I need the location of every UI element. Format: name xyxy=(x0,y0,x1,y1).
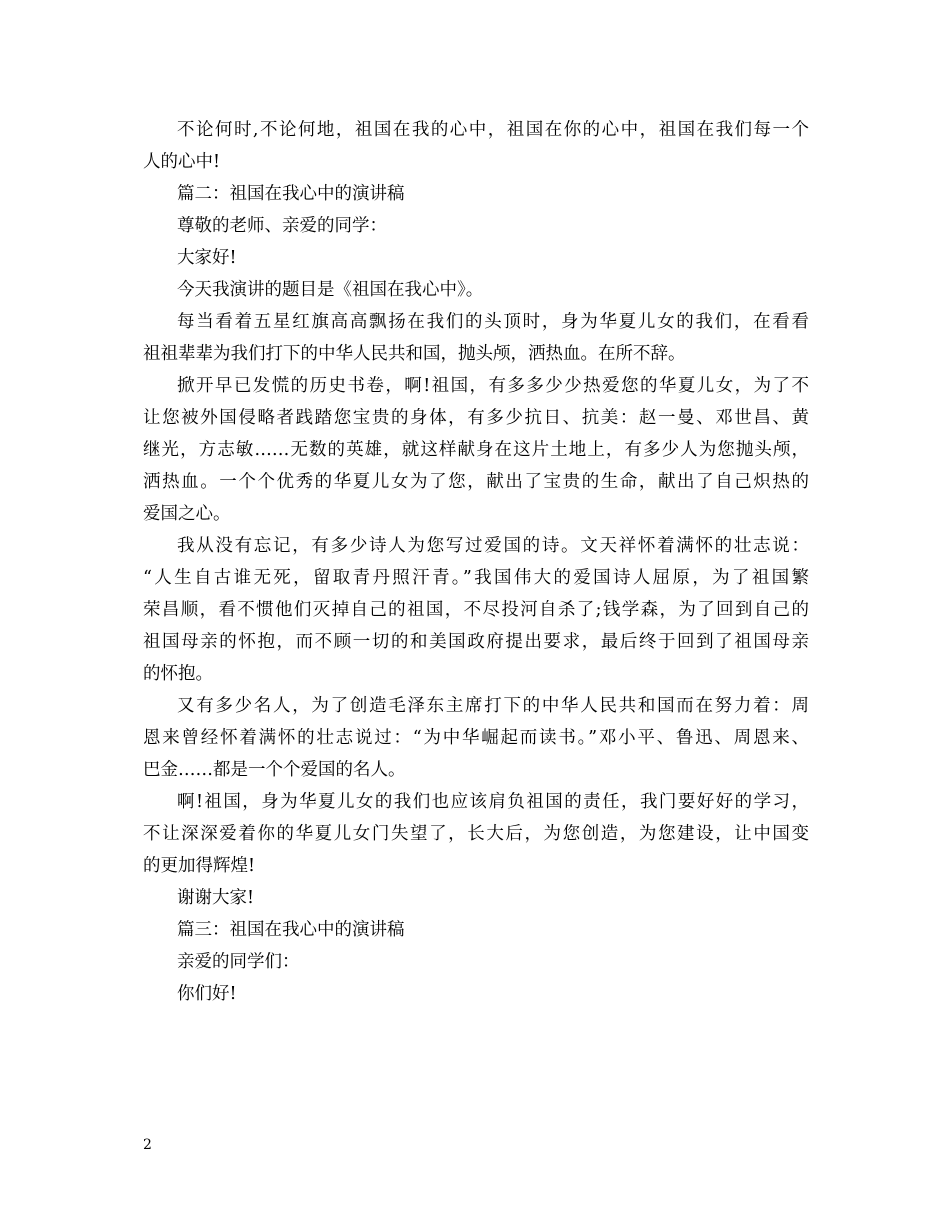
text-line: 恩来曾经怀着满怀的壮志说过：“为中华崛起而读书。”邓小平、鲁迅、周恩来、 xyxy=(143,728,809,748)
text-line: 啊!祖国，身为华夏儿女的我们也应该肩负祖国的责任，我门要好好的学习， xyxy=(177,792,809,812)
text-line: 不让深深爱着你的华夏儿女门失望了，长大后，为您创造，为您建设，让中国变 xyxy=(143,824,809,844)
text-line: 不论何时,不论何地，祖国在我的心中，祖国在你的心中，祖国在我们每一个 xyxy=(177,120,809,140)
text-line: 我从没有忘记，有多少诗人为您写过爱国的诗。文天祥怀着满怀的壮志说： xyxy=(177,536,809,556)
text-line: 每当看着五星红旗高高飘扬在我们的头顶时，身为华夏儿女的我们，在看看 xyxy=(177,312,809,332)
text-line: 篇三：祖国在我心中的演讲稿 xyxy=(177,920,405,940)
text-line: 尊敬的老师、亲爱的同学： xyxy=(177,216,387,236)
text-line: 大家好! xyxy=(177,248,237,268)
text-line: 人的心中! xyxy=(143,152,221,172)
text-line: 让您被外国侵略者践踏您宝贵的身体，有多少抗日、抗美：赵一曼、邓世昌、黄 xyxy=(143,408,809,428)
text-line: 的怀抱。 xyxy=(143,664,213,684)
text-line: 巴金……都是一个个爱国的名人。 xyxy=(143,760,406,780)
text-line: 的更加得辉煌! xyxy=(143,856,256,876)
text-line: 今天我演讲的题目是《祖国在我心中》。 xyxy=(177,280,484,300)
text-line: 祖国母亲的怀抱，而不顾一切的和美国政府提出要求，最后终于回到了祖国母亲 xyxy=(143,632,809,652)
page-number: 2 xyxy=(143,1137,152,1153)
document-body xyxy=(143,114,809,1010)
text-line: 亲爱的同学们： xyxy=(177,952,300,972)
text-line: 洒热血。一个个优秀的华夏儿女为了您，献出了宝贵的生命，献出了自己炽热的 xyxy=(143,472,809,492)
text-line: 荣昌顺，看不惯他们灭掉自己的祖国，不尽投河自杀了;钱学森，为了回到自己的 xyxy=(143,600,809,620)
text-line: 篇二：祖国在我心中的演讲稿 xyxy=(177,184,405,204)
text-line: 掀开早已发慌的历史书卷，啊!祖国，有多多少少热爱您的华夏儿女，为了不 xyxy=(177,376,809,396)
text-line: 谢谢大家! xyxy=(177,888,255,908)
text-line: 爱国之心。 xyxy=(143,504,231,524)
text-line: 继光，方志敏……无数的英雄，就这样献身在这片土地上，有多少人为您抛头颅， xyxy=(143,440,809,460)
text-line: 你们好! xyxy=(177,984,237,1004)
text-line: “人生自古谁无死，留取青丹照汗青。”我国伟大的爱国诗人屈原，为了祖国繁 xyxy=(143,568,809,588)
text-line: 又有多少名人，为了创造毛泽东主席打下的中华人民共和国而在努力着：周 xyxy=(177,696,809,716)
text-line: 祖祖辈辈为我们打下的中华人民共和国，抛头颅，洒热血。在所不辞。 xyxy=(143,344,686,364)
